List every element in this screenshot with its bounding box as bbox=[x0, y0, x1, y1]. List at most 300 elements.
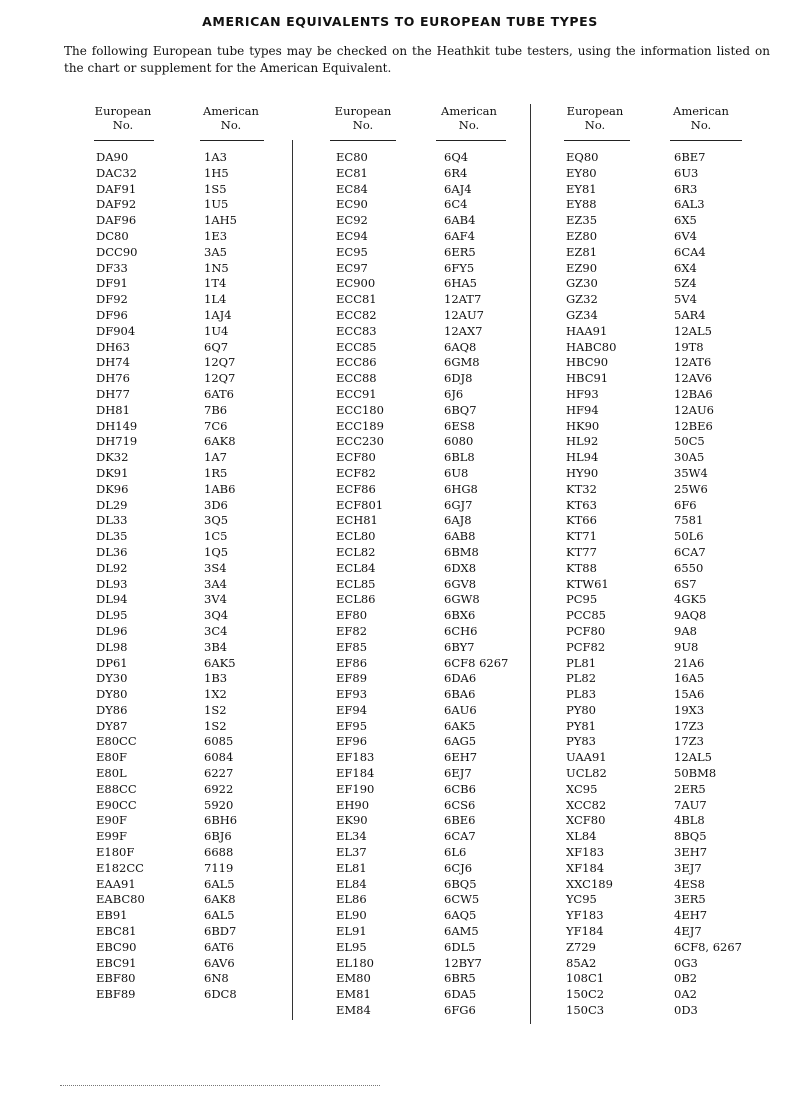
european-tube-number: UCL82 bbox=[566, 766, 607, 781]
european-tube-number: PCF80 bbox=[566, 623, 606, 638]
european-header bbox=[564, 104, 626, 132]
european-tube-number: ECF801 bbox=[336, 497, 384, 512]
column-divider bbox=[292, 140, 293, 1020]
european-tube-number: DF33 bbox=[96, 260, 128, 275]
european-tube-number: YF184 bbox=[566, 924, 604, 939]
american-tube-number: 3B4 bbox=[204, 639, 228, 654]
european-tube-number: E182CC bbox=[96, 860, 144, 875]
european-tube-number: KT63 bbox=[566, 497, 597, 512]
american-header-line2: No. bbox=[220, 118, 242, 132]
intro-paragraph: The following European tube types may be checked on the Heathkit tube testers, using the information listed on the chart or supplement for the American Equivalent. bbox=[64, 44, 770, 75]
american-tube-number: 6GM8 bbox=[444, 355, 480, 370]
american-tube-number: 6BE6 bbox=[444, 813, 476, 828]
american-header-line2: No. bbox=[458, 118, 480, 132]
european-tube-number: E80L bbox=[96, 766, 127, 781]
european-tube-number: EB91 bbox=[96, 908, 128, 923]
european-tube-number: Z729 bbox=[566, 939, 596, 954]
european-tube-number: YF183 bbox=[566, 908, 604, 923]
european-header-line2: No. bbox=[112, 118, 134, 132]
european-tube-number: EF95 bbox=[336, 718, 368, 733]
european-tube-number: DL98 bbox=[96, 639, 128, 654]
american-tube-number: 3D6 bbox=[204, 497, 228, 512]
american-tube-number: 6CB6 bbox=[444, 781, 476, 796]
european-tube-number: E99F bbox=[96, 829, 128, 844]
european-tube-number: PY83 bbox=[566, 734, 596, 749]
european-tube-number: PCC85 bbox=[566, 608, 606, 623]
american-tube-number: 6X5 bbox=[674, 213, 697, 228]
european-header bbox=[330, 104, 396, 132]
american-tube-number: 1U4 bbox=[204, 323, 229, 338]
european-header-line1: European bbox=[94, 104, 152, 118]
scan-artifact bbox=[60, 1085, 380, 1088]
european-tube-number: HY90 bbox=[566, 465, 599, 480]
european-tube-number: ECH81 bbox=[336, 513, 378, 528]
american-tube-number: 6S7 bbox=[674, 576, 697, 591]
european-tube-number: EF190 bbox=[336, 781, 375, 796]
european-tube-number: DF91 bbox=[96, 276, 128, 291]
european-tube-number: HBC91 bbox=[566, 371, 609, 386]
american-tube-number: 3S4 bbox=[204, 560, 227, 575]
european-tube-number: EH90 bbox=[336, 797, 370, 812]
american-tube-number: 3EJ7 bbox=[674, 860, 702, 875]
american-tube-number: 3A4 bbox=[204, 576, 227, 591]
european-tube-number: XC95 bbox=[566, 781, 598, 796]
american-tube-number: 0G3 bbox=[674, 955, 698, 970]
american-tube-number: 6AV6 bbox=[204, 955, 235, 970]
column-divider bbox=[530, 104, 531, 1024]
european-tube-number: EC95 bbox=[336, 244, 368, 259]
american-tube-number: 6ER5 bbox=[444, 244, 476, 259]
american-tube-number: 6085 bbox=[204, 734, 234, 749]
american-tube-number: 12BE6 bbox=[674, 418, 713, 433]
american-tube-number: 12Q7 bbox=[204, 371, 236, 386]
european-tube-number: EC90 bbox=[336, 197, 368, 212]
european-tube-number: PY80 bbox=[566, 702, 596, 717]
american-tube-number: 6AQ8 bbox=[444, 339, 477, 354]
american-tube-number: 4ES8 bbox=[674, 876, 705, 891]
american-tube-number: 3V4 bbox=[204, 592, 227, 607]
american-tube-number: 1S2 bbox=[204, 718, 227, 733]
american-tube-number: 0B2 bbox=[674, 971, 698, 986]
american-tube-number: 6BQ7 bbox=[444, 402, 477, 417]
american-tube-number: 6DL5 bbox=[444, 939, 476, 954]
american-tube-number: 35W4 bbox=[674, 465, 708, 480]
european-tube-number: ECC81 bbox=[336, 292, 377, 307]
american-tube-number: 12BA6 bbox=[674, 386, 713, 401]
american-tube-number: 17Z3 bbox=[674, 734, 704, 749]
american-tube-number: 1S5 bbox=[204, 181, 227, 196]
european-tube-number: HF94 bbox=[566, 402, 599, 417]
european-tube-number: XF183 bbox=[566, 845, 605, 860]
american-tube-number: 12AU7 bbox=[444, 307, 484, 322]
european-tube-number: ECL84 bbox=[336, 560, 376, 575]
american-tube-number: 6AF4 bbox=[444, 228, 475, 243]
european-tube-number: DH76 bbox=[96, 371, 130, 386]
european-tube-number: DAF92 bbox=[96, 197, 137, 212]
european-tube-number: DY87 bbox=[96, 718, 128, 733]
european-tube-number: DC80 bbox=[96, 228, 129, 243]
american-tube-number: 12AT7 bbox=[444, 292, 482, 307]
european-tube-number: EF89 bbox=[336, 671, 368, 686]
american-tube-number: 6AK5 bbox=[204, 655, 236, 670]
european-header-line2: No. bbox=[584, 118, 606, 132]
european-tube-number: EC81 bbox=[336, 165, 368, 180]
american-tube-number: 6GV8 bbox=[444, 576, 477, 591]
american-tube-number: 6084 bbox=[204, 750, 234, 765]
european-tube-number: DA90 bbox=[96, 150, 129, 164]
european-tube-number: DAC32 bbox=[96, 165, 137, 180]
european-tube-number: DH74 bbox=[96, 355, 130, 370]
american-tube-number: 6DA6 bbox=[444, 671, 477, 686]
american-header bbox=[200, 104, 262, 132]
european-tube-number: EF86 bbox=[336, 655, 368, 670]
american-tube-number: 6R4 bbox=[444, 165, 468, 180]
european-tube-number: DCC90 bbox=[96, 244, 138, 259]
american-tube-number: 6AQ5 bbox=[444, 908, 477, 923]
european-tube-number: ECC91 bbox=[336, 386, 377, 401]
american-header-line1: American bbox=[203, 104, 259, 118]
european-tube-number: EK90 bbox=[336, 813, 368, 828]
european-tube-number: EY81 bbox=[566, 181, 597, 196]
american-tube-number: 1N5 bbox=[204, 260, 229, 275]
american-tube-number: 50BM8 bbox=[674, 766, 717, 781]
american-tube-number: 6J6 bbox=[444, 386, 464, 401]
european-tube-number: KT88 bbox=[566, 560, 597, 575]
american-tube-number: 6AB8 bbox=[444, 529, 476, 544]
american-tube-number: 6HA5 bbox=[444, 276, 477, 291]
european-tube-number: PL83 bbox=[566, 687, 597, 702]
american-tube-number: 4BL8 bbox=[674, 813, 705, 828]
european-tube-number: HBC90 bbox=[566, 355, 609, 370]
american-tube-number: 1A3 bbox=[204, 150, 227, 164]
european-tube-number: HF93 bbox=[566, 386, 599, 401]
european-tube-number: DK96 bbox=[96, 481, 129, 496]
european-header-rule bbox=[564, 140, 630, 141]
american-header-line1: American bbox=[441, 104, 497, 118]
american-tube-number: 6BM8 bbox=[444, 544, 479, 559]
european-tube-number: KT32 bbox=[566, 481, 597, 496]
european-tube-number: EF85 bbox=[336, 639, 368, 654]
american-tube-number: 6CF8, 6267 bbox=[674, 939, 742, 954]
american-tube-number: 0D3 bbox=[674, 1003, 698, 1018]
american-tube-number: 3C4 bbox=[204, 623, 228, 638]
european-tube-number: UAA91 bbox=[566, 750, 607, 765]
european-tube-number: E180F bbox=[96, 845, 135, 860]
american-header-line1: American bbox=[673, 104, 729, 118]
american-tube-number: 0A2 bbox=[674, 987, 697, 1002]
american-tube-number: 6EH7 bbox=[444, 750, 478, 765]
american-header-rule bbox=[670, 140, 742, 141]
european-tube-number: GZ34 bbox=[566, 307, 598, 322]
european-tube-number: HL94 bbox=[566, 450, 599, 465]
european-tube-number: DF904 bbox=[96, 323, 136, 338]
european-tube-number: EL84 bbox=[336, 876, 367, 891]
american-tube-number: 17Z3 bbox=[674, 718, 704, 733]
european-tube-number: EL81 bbox=[336, 860, 367, 875]
page-title: AMERICAN EQUIVALENTS TO EUROPEAN TUBE TYPES bbox=[202, 14, 598, 29]
european-tube-number: PC95 bbox=[566, 592, 598, 607]
american-tube-number: 6AU6 bbox=[444, 702, 477, 717]
european-tube-number: EABC80 bbox=[96, 892, 145, 907]
european-header-rule bbox=[94, 140, 154, 141]
european-tube-number: EBF89 bbox=[96, 987, 136, 1002]
european-tube-number: EL180 bbox=[336, 955, 374, 970]
american-tube-number: 6BX6 bbox=[444, 608, 476, 623]
european-tube-number: DK32 bbox=[96, 450, 129, 465]
european-header-line1: European bbox=[566, 104, 624, 118]
american-tube-number: 7AU7 bbox=[674, 797, 707, 812]
european-tube-number: EM81 bbox=[336, 987, 371, 1002]
american-header-line2: No. bbox=[690, 118, 712, 132]
european-tube-number: ECC86 bbox=[336, 355, 377, 370]
american-tube-number: 1AH5 bbox=[204, 213, 237, 228]
american-tube-number: 3A5 bbox=[204, 244, 227, 259]
american-tube-number: 1L4 bbox=[204, 292, 227, 307]
european-tube-number: EC900 bbox=[336, 276, 376, 291]
european-tube-number: ECL82 bbox=[336, 544, 376, 559]
european-tube-number: DAF91 bbox=[96, 181, 137, 196]
european-tube-number: EL90 bbox=[336, 908, 367, 923]
european-tube-number: 150C3 bbox=[566, 1003, 605, 1018]
american-tube-number: 6DX8 bbox=[444, 560, 477, 575]
european-tube-number: EM80 bbox=[336, 971, 371, 986]
american-tube-number: 6AL5 bbox=[204, 876, 235, 891]
european-tube-number: KT77 bbox=[566, 544, 597, 559]
european-tube-number: ECC180 bbox=[336, 402, 384, 417]
european-tube-number: EL86 bbox=[336, 892, 367, 907]
american-header bbox=[670, 104, 732, 132]
european-tube-number: EC94 bbox=[336, 228, 368, 243]
american-tube-number: 25W6 bbox=[674, 481, 708, 496]
american-tube-number: 6688 bbox=[204, 845, 234, 860]
european-tube-number: DH77 bbox=[96, 386, 130, 401]
american-tube-number: 6BD7 bbox=[204, 924, 237, 939]
european-tube-number: HL92 bbox=[566, 434, 599, 449]
european-tube-number: 150C2 bbox=[566, 987, 605, 1002]
american-tube-number: 5AR4 bbox=[674, 307, 706, 322]
european-tube-number: DAF96 bbox=[96, 213, 137, 228]
american-tube-number: 1U5 bbox=[204, 197, 229, 212]
european-tube-number: DL94 bbox=[96, 592, 128, 607]
european-tube-number: YC95 bbox=[566, 892, 597, 907]
american-tube-number: 6GJ7 bbox=[444, 497, 473, 512]
european-tube-number: EY80 bbox=[566, 165, 597, 180]
european-tube-number: EZ80 bbox=[566, 228, 598, 243]
european-tube-number: EZ35 bbox=[566, 213, 598, 228]
american-tube-number: 9U8 bbox=[674, 639, 699, 654]
european-tube-number: EY88 bbox=[566, 197, 597, 212]
american-tube-number: 6HG8 bbox=[444, 481, 478, 496]
american-tube-number: 6CA7 bbox=[674, 544, 706, 559]
american-tube-number: 6BY7 bbox=[444, 639, 475, 654]
american-tube-number: 6AK5 bbox=[444, 718, 476, 733]
european-tube-number: ECF80 bbox=[336, 450, 376, 465]
american-tube-number: 6AK8 bbox=[204, 892, 236, 907]
american-tube-number: 6DC8 bbox=[204, 987, 237, 1002]
american-tube-number: 1X2 bbox=[204, 687, 227, 702]
american-tube-number: 1A7 bbox=[204, 450, 227, 465]
american-tube-number: 6BE7 bbox=[674, 150, 706, 164]
european-tube-number: ECC189 bbox=[336, 418, 384, 433]
american-tube-number: 6N8 bbox=[204, 971, 229, 986]
american-tube-number: 12AU6 bbox=[674, 402, 714, 417]
american-tube-number: 6227 bbox=[204, 766, 234, 781]
american-tube-number: 12AT6 bbox=[674, 355, 712, 370]
american-tube-number: 3ER5 bbox=[674, 892, 706, 907]
european-tube-number: HK90 bbox=[566, 418, 600, 433]
american-tube-number: 3Q4 bbox=[204, 608, 229, 623]
european-header-line2: No. bbox=[352, 118, 374, 132]
american-tube-number: 6AK8 bbox=[204, 434, 236, 449]
european-header-line1: European bbox=[334, 104, 392, 118]
american-tube-number: 12AX7 bbox=[444, 323, 483, 338]
american-tube-number: 6CF8 6267 bbox=[444, 655, 509, 670]
american-tube-number: 7581 bbox=[674, 513, 704, 528]
american-tube-number: 5920 bbox=[204, 797, 234, 812]
european-tube-number: EAA91 bbox=[96, 876, 136, 891]
european-tube-number: EBF80 bbox=[96, 971, 136, 986]
european-tube-number: ECF86 bbox=[336, 481, 376, 496]
american-tube-number: 6CS6 bbox=[444, 797, 476, 812]
american-tube-number: 16A5 bbox=[674, 671, 705, 686]
american-tube-number: 6BL8 bbox=[444, 450, 475, 465]
american-tube-number: 4GK5 bbox=[674, 592, 707, 607]
american-tube-number: 2ER5 bbox=[674, 781, 706, 796]
european-tube-number: E80F bbox=[96, 750, 128, 765]
american-tube-number: 6U8 bbox=[444, 465, 469, 480]
american-tube-number: 5Z4 bbox=[674, 276, 697, 291]
american-tube-number: 6CW5 bbox=[444, 892, 480, 907]
american-tube-number: 4EJ7 bbox=[674, 924, 702, 939]
european-tube-number: DL93 bbox=[96, 576, 128, 591]
european-tube-number: DH719 bbox=[96, 434, 138, 449]
european-tube-number: ECC83 bbox=[336, 323, 377, 338]
european-tube-number: EF94 bbox=[336, 702, 368, 717]
american-tube-number: 6CH6 bbox=[444, 623, 478, 638]
american-tube-number: 6FY5 bbox=[444, 260, 475, 275]
american-tube-number: 6922 bbox=[204, 781, 234, 796]
european-header bbox=[92, 104, 154, 132]
european-tube-number: PCF82 bbox=[566, 639, 606, 654]
american-tube-number: 6U3 bbox=[674, 165, 699, 180]
american-tube-number: 1B3 bbox=[204, 671, 228, 686]
american-tube-number: 6F6 bbox=[674, 497, 697, 512]
american-tube-number: 6AT6 bbox=[204, 386, 234, 401]
american-tube-number: 1E3 bbox=[204, 228, 228, 243]
american-tube-number: 1AJ4 bbox=[204, 307, 232, 322]
european-tube-number: ECC85 bbox=[336, 339, 377, 354]
european-tube-number: DL95 bbox=[96, 608, 128, 623]
european-tube-number: DK91 bbox=[96, 465, 129, 480]
european-tube-number: HABC80 bbox=[566, 339, 617, 354]
european-tube-number: DF96 bbox=[96, 307, 128, 322]
european-tube-number: XF184 bbox=[566, 860, 605, 875]
european-tube-number: EL37 bbox=[336, 845, 367, 860]
american-tube-number: 1S2 bbox=[204, 702, 227, 717]
american-tube-number: 12BY7 bbox=[444, 955, 482, 970]
european-tube-number: XXC189 bbox=[566, 876, 613, 891]
european-tube-number: E90CC bbox=[96, 797, 137, 812]
american-tube-number: 12AL5 bbox=[674, 750, 712, 765]
american-tube-number: 6AL5 bbox=[204, 908, 235, 923]
american-tube-number: 15A6 bbox=[674, 687, 705, 702]
european-tube-number: KT66 bbox=[566, 513, 597, 528]
american-tube-number: 6DJ8 bbox=[444, 371, 473, 386]
american-tube-number: 6AT6 bbox=[204, 939, 234, 954]
american-tube-number: 19T8 bbox=[674, 339, 704, 354]
european-tube-number: DL35 bbox=[96, 529, 128, 544]
european-tube-number: DF92 bbox=[96, 292, 128, 307]
american-tube-number: 6CA7 bbox=[444, 829, 476, 844]
european-tube-number: DP61 bbox=[96, 655, 128, 670]
american-tube-number: 6BR5 bbox=[444, 971, 476, 986]
american-tube-number: 12AV6 bbox=[674, 371, 712, 386]
american-tube-number: 12AL5 bbox=[674, 323, 712, 338]
european-tube-number: DY86 bbox=[96, 702, 128, 717]
european-tube-number: 85A2 bbox=[566, 955, 597, 970]
american-tube-number: 9AQ8 bbox=[674, 608, 707, 623]
european-tube-number: GZ32 bbox=[566, 292, 598, 307]
european-tube-number: HAA91 bbox=[566, 323, 608, 338]
european-tube-number: XCF80 bbox=[566, 813, 606, 828]
european-tube-number: ECL86 bbox=[336, 592, 376, 607]
american-tube-number: 6DA5 bbox=[444, 987, 477, 1002]
european-tube-number: EC80 bbox=[336, 150, 368, 164]
american-tube-number: 12Q7 bbox=[204, 355, 236, 370]
european-tube-number: 108C1 bbox=[566, 971, 605, 986]
american-tube-number: 6AJ4 bbox=[444, 181, 472, 196]
european-tube-number: DL33 bbox=[96, 513, 128, 528]
american-tube-number: 3EH7 bbox=[674, 845, 708, 860]
european-header-rule bbox=[330, 140, 396, 141]
european-tube-number: E80CC bbox=[96, 734, 137, 749]
european-tube-number: XL84 bbox=[566, 829, 597, 844]
american-tube-number: 1T4 bbox=[204, 276, 227, 291]
european-tube-number: EC92 bbox=[336, 213, 368, 228]
american-tube-number: 1R5 bbox=[204, 465, 228, 480]
european-tube-number: EL95 bbox=[336, 939, 367, 954]
european-tube-number: EQ80 bbox=[566, 150, 599, 164]
american-tube-number: 6AL3 bbox=[674, 197, 705, 212]
american-tube-number: 6CJ6 bbox=[444, 860, 473, 875]
european-tube-number: XCC82 bbox=[566, 797, 607, 812]
american-tube-number: 8BQ5 bbox=[674, 829, 707, 844]
american-tube-number: 6BJ6 bbox=[204, 829, 232, 844]
european-tube-number: EL34 bbox=[336, 829, 367, 844]
american-tube-number: 6L6 bbox=[444, 845, 467, 860]
european-tube-number: PL81 bbox=[566, 655, 597, 670]
american-tube-number: 6Q4 bbox=[444, 150, 469, 164]
european-tube-number: EF80 bbox=[336, 608, 368, 623]
european-tube-number: GZ30 bbox=[566, 276, 598, 291]
american-tube-number: 5V4 bbox=[674, 292, 697, 307]
american-tube-number: 6C4 bbox=[444, 197, 468, 212]
american-tube-number: 1Q5 bbox=[204, 544, 229, 559]
american-tube-number: 6BA6 bbox=[444, 687, 476, 702]
european-tube-number: EC84 bbox=[336, 181, 368, 196]
american-tube-number: 6BH6 bbox=[204, 813, 238, 828]
american-tube-number: 21A6 bbox=[674, 655, 705, 670]
american-tube-number: 7119 bbox=[204, 860, 234, 875]
american-tube-number: 6GW8 bbox=[444, 592, 480, 607]
american-tube-number: 6080 bbox=[444, 434, 474, 449]
european-tube-number: ECL85 bbox=[336, 576, 376, 591]
european-tube-number: KT71 bbox=[566, 529, 597, 544]
european-tube-number: EF96 bbox=[336, 734, 368, 749]
american-tube-number: 6FG6 bbox=[444, 1003, 476, 1018]
european-tube-number: E88CC bbox=[96, 781, 137, 796]
american-tube-number: 6550 bbox=[674, 560, 704, 575]
